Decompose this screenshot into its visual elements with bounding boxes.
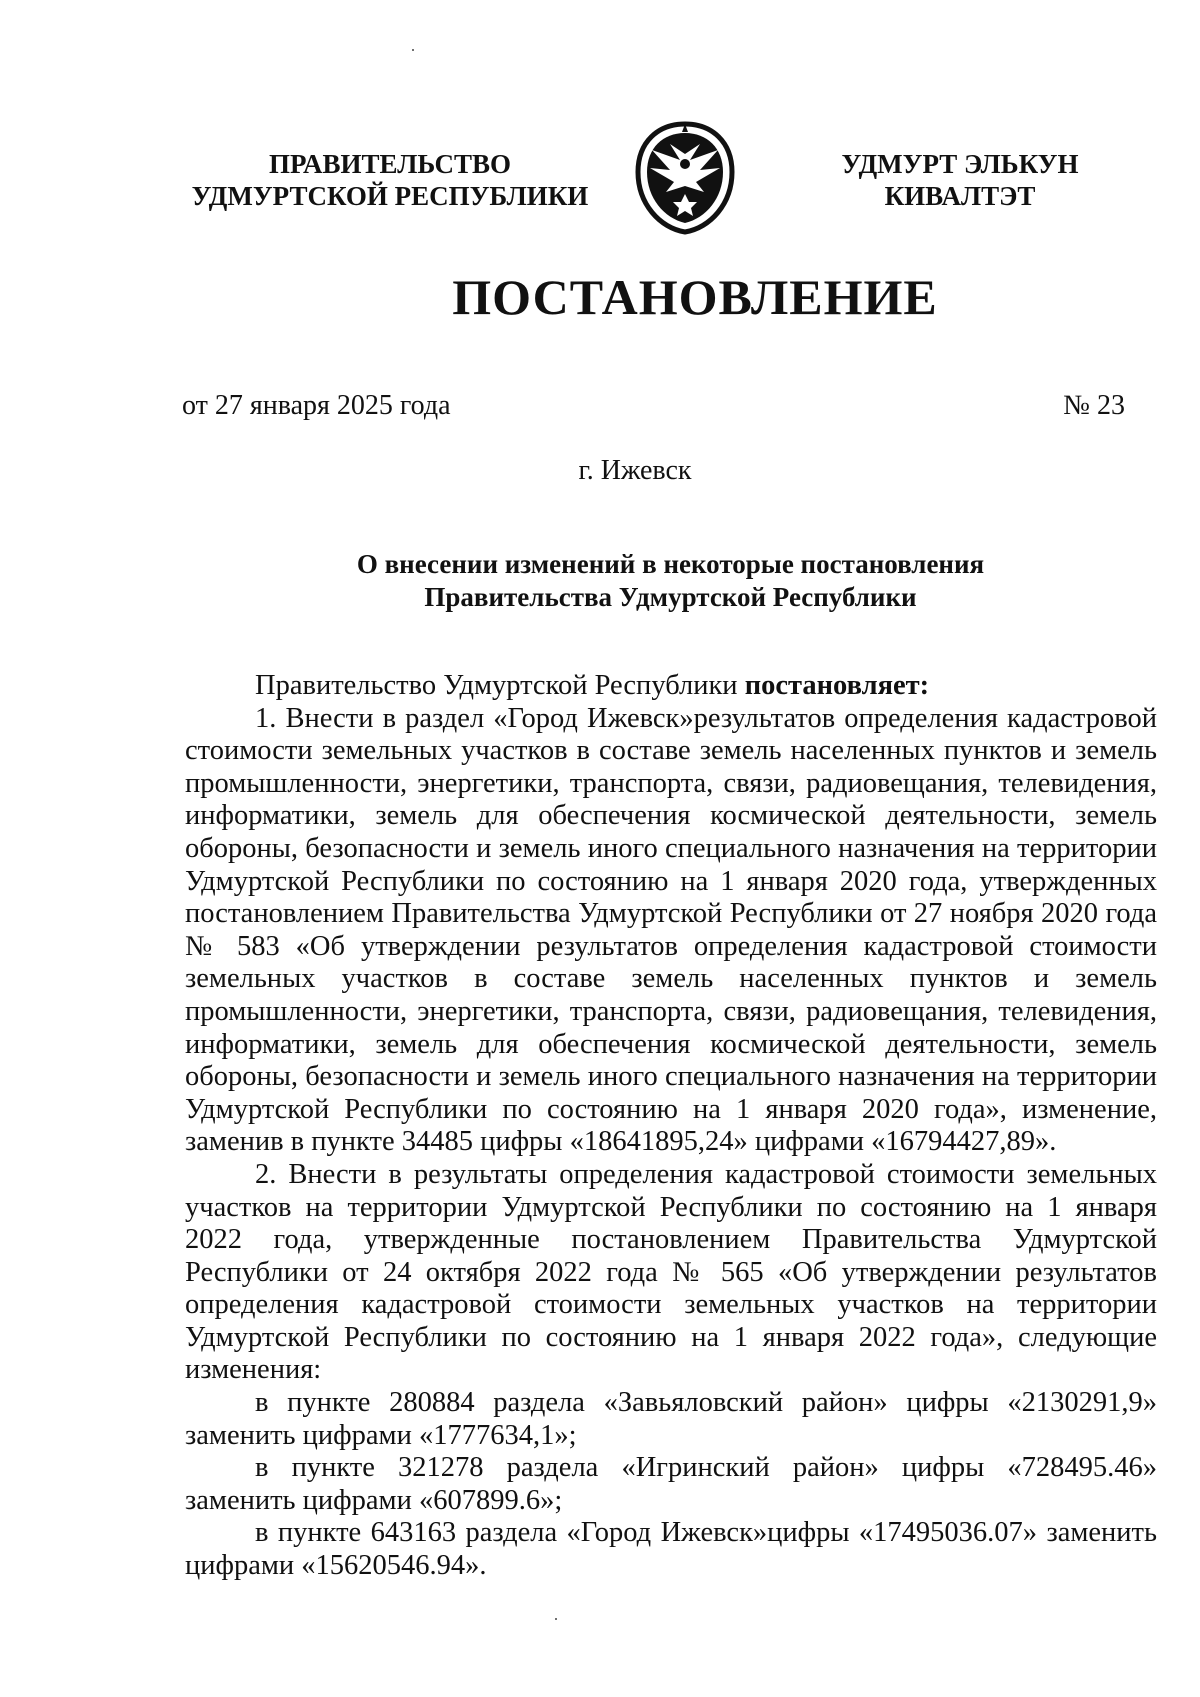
document-date: от 27 января 2025 года — [182, 390, 451, 421]
body-paragraph-2: 2. Внести в результаты определения кадастровой стоимости земельных участков на территории Удмуртской Республики по состоянию на 1 января 2022 года, утвержденные постановлением Правительства Удмуртской Республики от 24 октября 2022 года № 565 «Об утверждении результатов определения кадастровой стоимости земельных участков на территории Удмуртской Республики по состоянию на 1 января 2022 года», следующие изменения: — [185, 1158, 1157, 1386]
document-body — [185, 670, 1157, 1583]
body-paragraph-4: в пункте 321278 раздела «Игринский район» цифры «728495.46» заменить цифрами «607899.6»; — [185, 1452, 1157, 1516]
body-paragraph-3: в пункте 280884 раздела «Завьяловский район» цифры «2130291,9» заменить цифрами «1777634,1»; — [185, 1387, 1157, 1451]
body-intro — [185, 670, 1157, 703]
scan-speck — [555, 1618, 557, 1620]
header-left — [170, 148, 610, 212]
subject-line1: О внесении изменений в некоторые постановления — [356, 549, 985, 579]
udmurt-coat-of-arms-icon — [630, 120, 740, 236]
subject-line2: Правительства Удмуртской Республики — [424, 582, 917, 612]
body-paragraph-1: 1. Внести в раздел «Город Ижевск»результатов определения кадастровой стоимости земельных участков в составе земель населенных пунктов и земель промышленности, энергетики, транспорта, связи, радиовещания, телевидения, информатики, земель для обеспечения космической деятельности, земель обороны, безопасности и земель иного специального назначения на территории Удмуртской Республики по состоянию на 1 января 2020 года, утвержденных постановлением Правительства Удмуртской Республики от 27 ноября 2020 года № 583 «Об утверждении результатов определения кадастровой стоимости земельных участков в составе земель населенных пунктов и земель промышленности, энергетики, транспорта, связи, радиовещания, телевидения, информатики, земель для обеспечения космической деятельности, земель обороны, безопасности и земель иного специального назначения на территории Удмуртской Республики по состоянию на 1 января 2020 года», изменение, заменив в пункте 34485 цифры «18641895,24» цифрами «16794427,89». — [185, 702, 1157, 1158]
scan-speck — [412, 49, 414, 51]
header-right-line1: УДМУРТ ЭЛЬКУН — [841, 149, 1079, 179]
intro-text: Правительство Удмуртской Республики — [255, 670, 745, 701]
intro-bold: постановляет: — [744, 670, 930, 701]
header-left-line1: ПРАВИТЕЛЬСТВО — [268, 149, 512, 179]
document-number: № 23 — [1063, 390, 1125, 421]
document-subject — [182, 548, 1159, 614]
body-paragraph-5: в пункте 643163 раздела «Город Ижевск»цифры «17495036.07» заменить цифрами «15620546.94». — [185, 1517, 1157, 1582]
header-right — [810, 148, 1110, 212]
document-city: г. Ижевск — [578, 455, 692, 486]
document-title: ПОСТАНОВЛЕНИЕ — [452, 269, 938, 325]
header-left-line2: УДМУРТСКОЙ РЕСПУБЛИКИ — [191, 181, 589, 211]
header-right-line2: КИВАЛТЭТ — [884, 181, 1036, 211]
